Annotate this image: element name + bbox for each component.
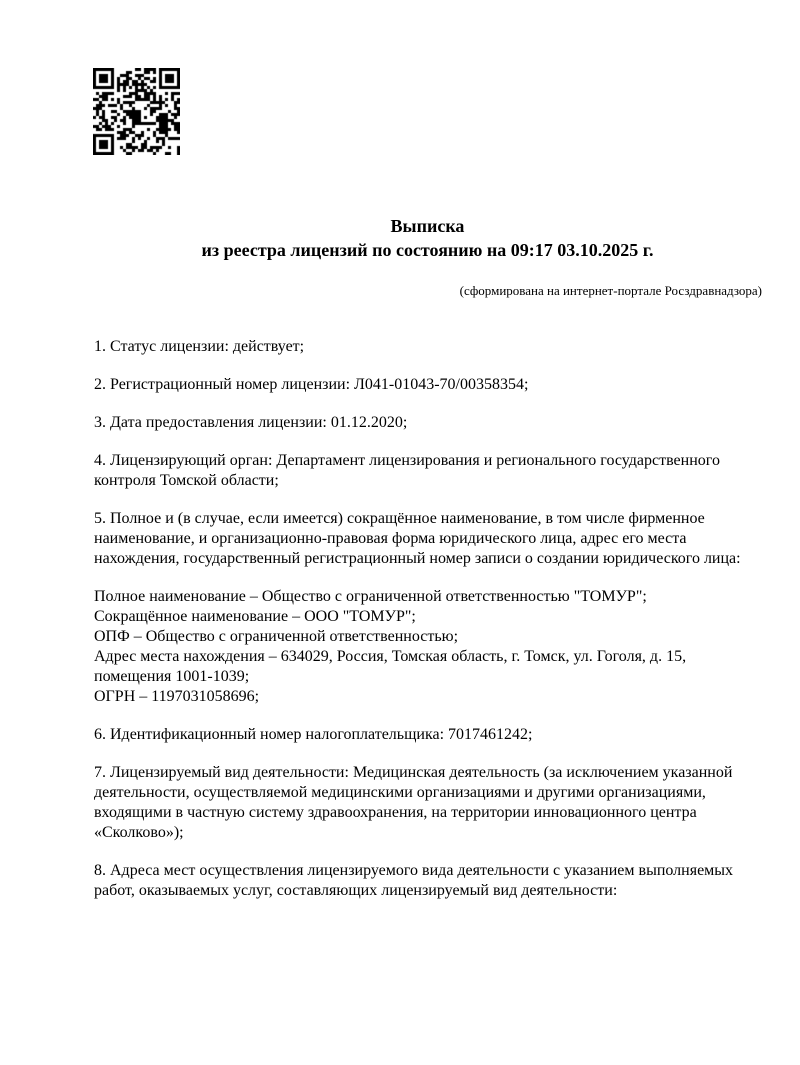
paragraph-3 (94, 413, 763, 433)
text-line: 4. Лицензирующий орган: Департамент лицензирования и регионального государственного (94, 452, 720, 469)
text-line: входящими в частную систему здравоохранения, на территории инновационного центра (94, 804, 697, 821)
text-line: наименование, и организационно-правовая форма юридического лица, адрес его места (94, 530, 687, 547)
qr-code-icon (93, 68, 180, 155)
text-line: 1. Статус лицензии: действует; (94, 338, 305, 355)
paragraph-6 (94, 587, 763, 707)
document-subtitle: (сформирована на интернет-портале Росздравнадзора) (459, 283, 762, 298)
text-line: нахождения, государственный регистрационный номер записи о создании юридического лица: (94, 550, 741, 567)
text-line: 7. Лицензируемый вид деятельности: Медицинская деятельность (за исключением указанной (94, 764, 733, 781)
text-line: контроля Томской области; (94, 472, 279, 489)
paragraph-5 (94, 509, 763, 569)
text-line: ОГРН – 1197031058696; (94, 688, 260, 705)
title-line-2: из реестра лицензий по состоянию на 09:17 03.10.2025 г. (201, 240, 654, 260)
text-line: 3. Дата предоставления лицензии: 01.12.2020; (94, 414, 408, 431)
text-line: 5. Полное и (в случае, если имеется) сокращённое наименование, в том числе фирменное (94, 510, 705, 527)
text-line: Сокращённое наименование – ООО "ТОМУР"; (94, 608, 416, 625)
document-title (93, 214, 762, 262)
paragraph-8 (94, 763, 763, 843)
text-line: ОПФ – Общество с ограниченной ответственностью; (94, 628, 459, 645)
title-line-1: Выписка (390, 216, 465, 236)
text-line: Полное наименование – Общество с ограниченной ответственностью "ТОМУР"; (94, 588, 647, 605)
paragraph-1 (94, 337, 763, 357)
text-line: 2. Регистрационный номер лицензии: Л041-01043-70/00358354; (94, 376, 529, 393)
paragraph-9 (94, 861, 763, 901)
document-body (94, 337, 763, 919)
text-line: деятельности, осуществляемой медицинскими организациями и другими организациями, (94, 784, 706, 801)
text-line: работ, оказываемых услуг, составляющих лицензируемый вид деятельности: (94, 882, 618, 899)
text-line: «Сколково»); (94, 824, 184, 841)
text-line: 6. Идентификационный номер налогоплательщика: 7017461242; (94, 726, 533, 743)
paragraph-4 (94, 451, 763, 491)
text-line: Адрес места нахождения – 634029, Россия, Томская область, г. Томск, ул. Гоголя, д. 15, (94, 648, 687, 665)
text-line: помещения 1001-1039; (94, 668, 250, 685)
paragraph-2 (94, 375, 763, 395)
text-line: 8. Адреса мест осуществления лицензируемого вида деятельности с указанием выполняемых (94, 862, 734, 879)
paragraph-7 (94, 725, 763, 745)
